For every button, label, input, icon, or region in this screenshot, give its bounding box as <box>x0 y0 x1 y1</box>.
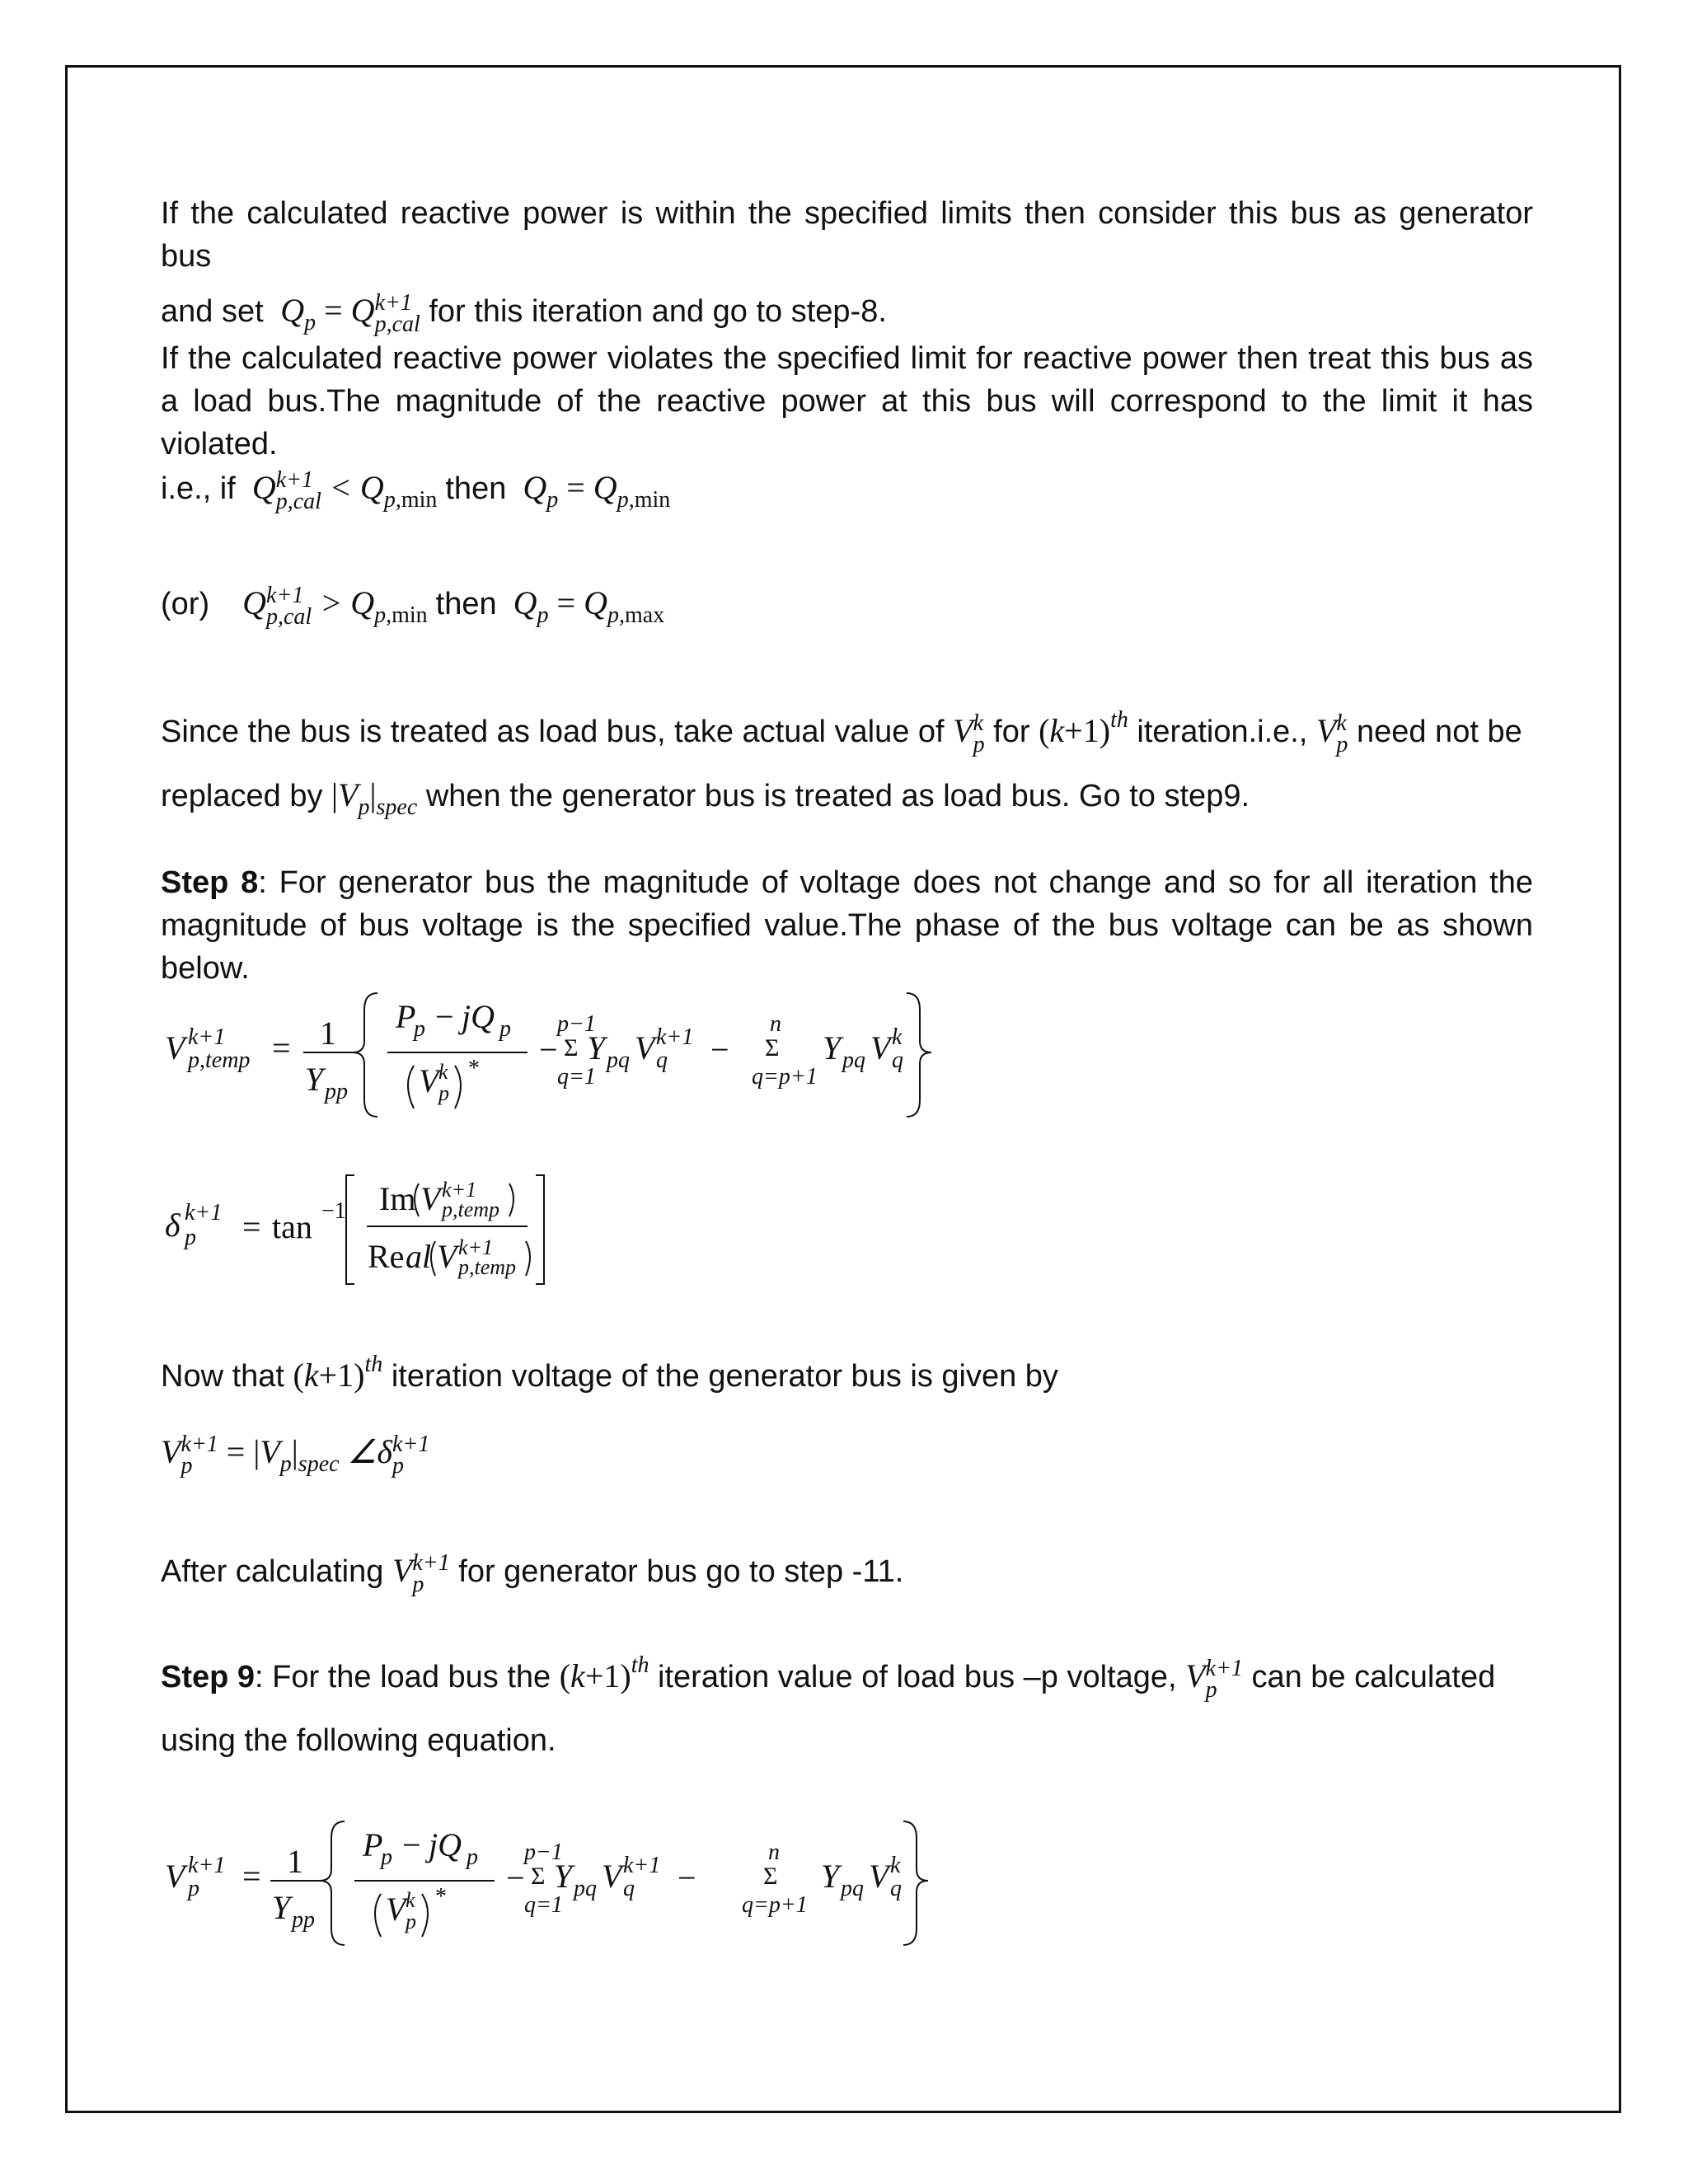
svg-text:=: = <box>242 1208 261 1245</box>
svg-text:Re: Re <box>368 1238 405 1275</box>
condition-max: (or) Q k+1 p,cal > $Q_{p,min}$ then $Q_p = Q_{p,max}$ <box>161 582 665 630</box>
svg-text:Σ: Σ <box>765 1034 780 1062</box>
svg-text:*: * <box>435 1884 447 1910</box>
svg-text:p: p <box>185 1225 196 1250</box>
svg-text:k+1: k+1 <box>442 1178 477 1202</box>
equation-v-temp <box>157 977 981 1133</box>
step-9-paragraph <box>161 1644 1533 1762</box>
svg-text:pq: pq <box>607 1047 630 1073</box>
svg-text:V: V <box>869 1858 889 1895</box>
svg-text:p: p <box>467 1844 478 1870</box>
svg-text:p: p <box>499 1016 511 1042</box>
svg-text:−: − <box>506 1859 525 1896</box>
step-9-label: Step 9 <box>161 1660 256 1694</box>
svg-text:V: V <box>165 1858 185 1895</box>
svg-text:Im: Im <box>379 1180 416 1217</box>
paragraph-generator-bus <box>161 192 1533 344</box>
svg-text:−: − <box>435 998 454 1035</box>
svg-text:q: q <box>890 1876 902 1901</box>
svg-text:p,temp: p,temp <box>188 1047 251 1073</box>
svg-text:p−1: p−1 <box>524 1840 563 1865</box>
svg-text:k: k <box>438 1060 448 1084</box>
svg-text:k+1: k+1 <box>185 1200 223 1226</box>
step-8-paragraph: Step 8: For generator bus the magnitude of voltage does not change and so for all iteration the magnitude of bus voltage is the specified value.The phase of the bus voltage can be as shown below. <box>161 865 1534 986</box>
svg-text:k: k <box>890 1853 901 1878</box>
svg-text:−1: −1 <box>321 1198 346 1224</box>
svg-text:V: V <box>437 1238 457 1275</box>
svg-text:−: − <box>678 1859 696 1896</box>
svg-text:1: 1 <box>320 1015 336 1052</box>
svg-text:k: k <box>892 1024 903 1050</box>
paragraph-line: replaced by $|V_p|_{spec}$ when the generator bus is treated as load bus. Go to step9. <box>161 776 1250 820</box>
svg-text:=: = <box>272 1029 291 1066</box>
svg-text:q: q <box>892 1047 903 1073</box>
svg-text:jQ: jQ <box>462 998 495 1035</box>
equation-delta <box>157 1162 618 1294</box>
paragraph-line: using the following equation. <box>161 1722 556 1758</box>
paragraph-line-set-q: and set $Q_p = Q$ k+1 p,cal for this iteration and go to step-8. <box>161 289 887 337</box>
svg-text:V: V <box>420 1180 441 1217</box>
svg-text:p,temp: p,temp <box>458 1255 517 1279</box>
svg-text:k+1: k+1 <box>656 1024 694 1050</box>
svg-text:Y: Y <box>554 1858 573 1895</box>
svg-text:−: − <box>710 1031 729 1068</box>
svg-text:p: p <box>406 1910 416 1933</box>
svg-text:Σ: Σ <box>763 1863 778 1890</box>
svg-text:p: p <box>414 1016 425 1042</box>
svg-text:q: q <box>656 1047 668 1073</box>
paragraph-after-calculating: After calculating V k+1 p for generator bus go to step -11. <box>161 1549 904 1597</box>
svg-text:pp: pp <box>325 1079 348 1104</box>
svg-text:Y: Y <box>821 1858 840 1895</box>
svg-text:n: n <box>770 1011 781 1037</box>
svg-text:k: k <box>406 1888 415 1912</box>
svg-text:pq: pq <box>574 1876 597 1901</box>
svg-text:q=p+1: q=p+1 <box>752 1064 818 1090</box>
svg-text:k+1: k+1 <box>188 1024 226 1050</box>
svg-text:Y: Y <box>305 1061 324 1098</box>
condition-min: i.e., if Q k+1 p,cal < $Q_{p,min}$ then $Q_p = Q_{p,min}$ <box>161 466 671 514</box>
paragraph-line: Since the bus is treated as load bus, take actual value of V k p for $(k+1)^{th}$ iteration.i.e., V k p need not be <box>161 707 1522 757</box>
svg-text:k+1: k+1 <box>458 1235 494 1259</box>
svg-text:q=p+1: q=p+1 <box>742 1892 808 1918</box>
svg-text:al: al <box>406 1238 432 1275</box>
svg-text:k+1: k+1 <box>623 1853 661 1878</box>
svg-text:q=1: q=1 <box>557 1064 596 1090</box>
svg-text:1: 1 <box>287 1843 303 1880</box>
equation-qp-set: $Q_p = Q$ k+1 p,cal <box>272 289 420 337</box>
svg-text:p: p <box>381 1844 392 1870</box>
paragraph-load-bus: If the calculated reactive power violates the specified limit for reactive power then treat this bus as a load bus.The magnitude of the reactive power at this bus will correspond to the limit it has violated. <box>161 341 1533 462</box>
svg-text:V: V <box>419 1062 439 1099</box>
svg-text:V: V <box>870 1029 891 1066</box>
svg-text:jQ: jQ <box>429 1826 462 1863</box>
svg-text:−: − <box>539 1031 558 1068</box>
svg-text:pp: pp <box>292 1907 315 1933</box>
paragraph-now-that: Now that $(k+1)^{th}$ iteration voltage of the generator bus is given by <box>161 1352 1058 1394</box>
svg-text:Y: Y <box>587 1029 606 1066</box>
svg-text:q=1: q=1 <box>524 1892 563 1918</box>
paragraph-line: If the calculated reactive power is within the specified limits then consider this bus as generator bus <box>161 196 1533 274</box>
svg-text:V: V <box>602 1858 622 1895</box>
svg-text:p: p <box>438 1081 449 1105</box>
svg-text:p: p <box>188 1876 199 1901</box>
svg-text:Y: Y <box>272 1889 291 1926</box>
svg-text:V: V <box>386 1891 406 1928</box>
svg-text:δ: δ <box>165 1207 181 1244</box>
tan-label: tan <box>272 1208 312 1245</box>
svg-text:−: − <box>402 1826 421 1863</box>
equation-load-bus-voltage <box>157 1805 964 1961</box>
svg-text:k+1: k+1 <box>188 1853 226 1878</box>
svg-text:P: P <box>396 998 416 1035</box>
paragraph-actual-value <box>161 699 1533 829</box>
svg-text:V: V <box>635 1029 655 1066</box>
svg-text:Σ: Σ <box>564 1034 579 1062</box>
svg-text:n: n <box>768 1840 780 1865</box>
paragraph-line: Step 9: For the load bus the $(k+1)^{th}$ iteration value of load bus –p voltage, V k+1 p can be calculated <box>161 1652 1496 1703</box>
svg-text:Σ: Σ <box>531 1863 546 1890</box>
svg-text:p,temp: p,temp <box>442 1197 500 1221</box>
svg-text:q: q <box>623 1876 635 1901</box>
svg-text:*: * <box>468 1056 480 1081</box>
svg-text:P: P <box>363 1826 383 1863</box>
svg-text:p−1: p−1 <box>557 1011 596 1037</box>
svg-text:=: = <box>242 1858 261 1895</box>
step-8-label: Step 8 <box>161 865 259 900</box>
svg-text:pq: pq <box>842 1047 865 1073</box>
svg-text:V: V <box>165 1029 185 1066</box>
svg-text:pq: pq <box>841 1876 864 1901</box>
equation-generator-voltage: V k+1 p = $|V_p|_{spec}$ ∠δ k+1 p <box>161 1431 430 1479</box>
svg-text:Y: Y <box>823 1029 842 1066</box>
